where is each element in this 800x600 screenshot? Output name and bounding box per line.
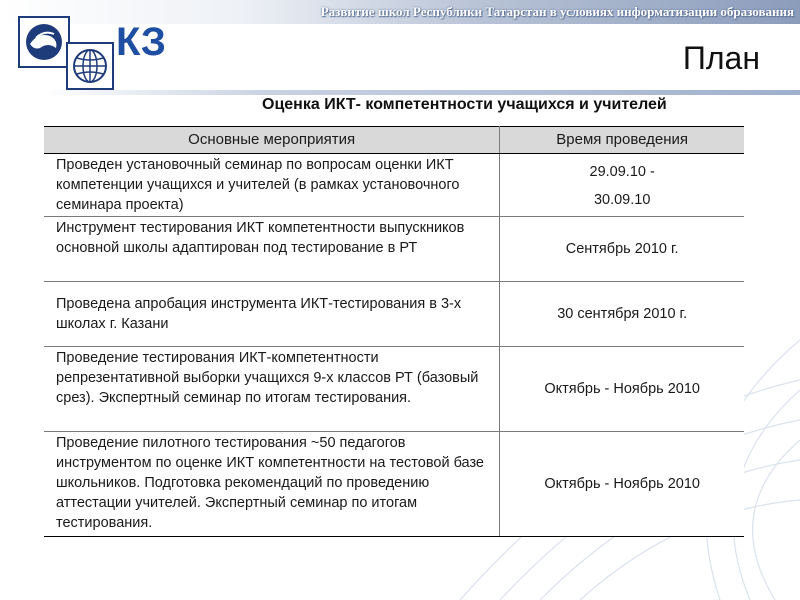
table-row <box>44 432 744 537</box>
logo-text: КЗ <box>116 20 165 64</box>
activity-text: Проведение пилотного тестирования ~50 педагогов инструментом по оценке ИКТ компетентности на тестовой базе школьников. Подготовка рекомендаций по проведению аттестации учителей. Экспертный семинар по итогам тестирования. <box>56 435 484 531</box>
banner-text: Развитие школ Республики Татарстан в условиях информатизации образования <box>320 4 794 19</box>
activity-text: Проведение тестирования ИКТ-компетентности репрезентативной выборки учащихся 9-х классов РТ (базовый срез). Экспертный семинар по итогам тестирования. <box>56 350 479 406</box>
table-header-row <box>44 127 744 154</box>
time-text-line2: 30.09.10 <box>593 192 651 208</box>
time-cell <box>500 282 744 347</box>
time-text: Сентябрь 2010 г. <box>565 241 679 257</box>
page-title: План <box>682 40 760 76</box>
activity-cell <box>44 154 500 217</box>
activity-cell <box>44 347 500 432</box>
activity-text: Проведена апробация инструмента ИКТ-тестирования в 3-х школах г. Казани <box>56 296 462 332</box>
plan-table <box>44 126 744 537</box>
globe-emblem-icon <box>18 16 70 68</box>
column-header-time: Время проведения <box>500 127 744 154</box>
time-cell <box>500 347 744 432</box>
table-row <box>44 282 744 347</box>
table-row <box>44 347 744 432</box>
time-cell <box>500 432 744 537</box>
time-cell <box>500 217 744 282</box>
table-row <box>44 154 744 217</box>
time-text: Октябрь - Ноябрь 2010 <box>544 476 700 492</box>
activity-cell <box>44 217 500 282</box>
globe-grid-icon <box>66 42 114 90</box>
time-text: Октябрь - Ноябрь 2010 <box>544 381 700 397</box>
time-text-line1: 29.09.10 - <box>589 164 655 180</box>
section-subtitle: Оценка ИКТ- компетентности учащихся и учителей <box>262 96 667 113</box>
time-text: 30 сентября 2010 г. <box>557 306 688 322</box>
activity-text: Проведен установочный семинар по вопросам оценки ИКТ компетенции учащихся и учителей (в рамках установочного семинара проекта) <box>56 157 460 213</box>
activity-text: Инструмент тестирования ИКТ компетентности выпускников основной школы адаптирован под тестирование в РТ <box>56 220 465 256</box>
activity-cell <box>44 282 500 347</box>
activity-cell <box>44 432 500 537</box>
table-row <box>44 217 744 282</box>
time-cell <box>500 154 744 217</box>
header-divider <box>40 90 800 95</box>
column-header-activities: Основные мероприятия <box>44 127 500 154</box>
